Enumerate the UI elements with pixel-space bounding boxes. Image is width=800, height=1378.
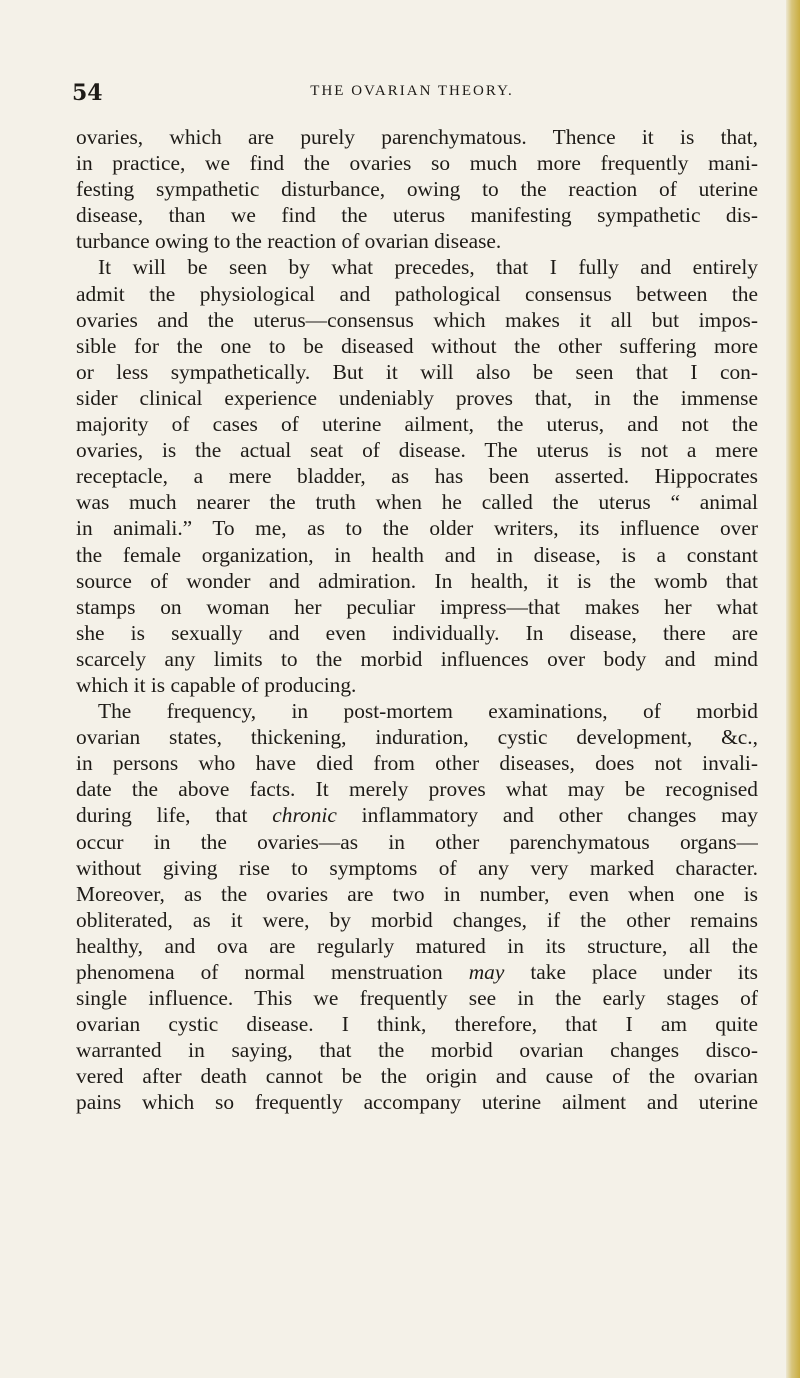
- text-line: or less sympathetically. But it will also be seen that I con-: [76, 359, 758, 384]
- text-line: ovaries, is the actual seat of disease. The uterus is not a mere: [76, 438, 758, 463]
- page-edge: [786, 0, 800, 1378]
- text-run: phenomena of normal menstruation: [76, 960, 469, 984]
- text-line: receptacle, a mere bladder, as has been asserted. Hippocrates: [76, 464, 758, 489]
- text-run: during life, that: [76, 803, 273, 828]
- text-line: turbance owing to the reaction of ovarian disease.: [76, 229, 502, 254]
- text-line: sible for the one to be diseased without the other suffering more: [76, 333, 758, 358]
- text-line: healthy, and ova are regularly matured in its structure, all the: [76, 933, 758, 958]
- text-line: festing sympathetic disturbance, owing to the reaction of uterine: [76, 177, 758, 202]
- text-line: source of wonder and admiration. In health, it is the womb that: [76, 568, 758, 593]
- text-line: obliterated, as it were, by morbid changes, if the other remains: [76, 907, 758, 932]
- text-line: majority of cases of uterine ailment, the uterus, and not the: [76, 412, 758, 437]
- text-line: [76, 959, 758, 985]
- text-line: scarcely any limits to the morbid influences over body and mind: [76, 646, 758, 671]
- text-line: ovaries, which are purely parenchymatous. Thence it is that,: [76, 125, 758, 149]
- text-line: the female organization, in health and in disease, is a constant: [76, 542, 758, 567]
- text-line: Moreover, as the ovaries are two in number, even when one is: [76, 881, 758, 906]
- italic-emphasis: chronic: [272, 803, 337, 828]
- body-text: [76, 124, 758, 1116]
- running-header: [72, 80, 752, 112]
- text-line: date the above facts. It merely proves what may be recognised: [76, 777, 758, 802]
- text-line: It will be seen by what precedes, that I fully and entirely: [98, 255, 758, 280]
- text-line: vered after death cannot be the origin and cause of the ovarian: [76, 1064, 758, 1089]
- text-line: occur in the ovaries—as in other parenchymatous organs—: [76, 829, 758, 854]
- text-run: inflammatory and other changes may: [336, 803, 758, 828]
- text-line: in animali.” To me, as to the older writers, its influence over: [76, 516, 758, 541]
- text-line: ovaries and the uterus—consensus which makes it all but impos-: [76, 307, 758, 332]
- text-line: single influence. This we frequently see in the early stages of: [76, 986, 758, 1011]
- text-line: disease, than we find the uterus manifesting sympathetic dis-: [76, 203, 758, 228]
- text-line: was much nearer the truth when he called the uterus “ animal: [76, 490, 758, 515]
- text-line: sider clinical experience undeniably proves that, in the immense: [76, 385, 758, 410]
- text-line: ovarian states, thickening, induration, cystic development, &c.,: [76, 725, 758, 750]
- text-line: [76, 802, 758, 828]
- page-number: 54: [72, 80, 103, 106]
- text-line: pains which so frequently accompany uterine ailment and uterine: [76, 1090, 758, 1115]
- text-run: take place under its: [504, 960, 758, 984]
- running-title: THE OVARIAN THEORY.: [310, 83, 514, 99]
- text-line: admit the physiological and pathological consensus between the: [76, 281, 758, 306]
- text-line: which it is capable of producing.: [76, 672, 357, 697]
- text-line: ovarian cystic disease. I think, therefore, that I am quite: [76, 1012, 758, 1037]
- text-line: in persons who have died from other diseases, does not invali-: [76, 751, 758, 776]
- text-line: stamps on woman her peculiar impress—that makes her what: [76, 594, 758, 619]
- text-line: she is sexually and even individually. In disease, there are: [76, 620, 758, 645]
- italic-emphasis: may: [468, 960, 505, 984]
- text-line: The frequency, in post-mortem examinations, of morbid: [98, 699, 758, 724]
- text-line: warranted in saying, that the morbid ovarian changes disco-: [76, 1038, 758, 1063]
- text-line: in practice, we find the ovaries so much more frequently mani-: [76, 151, 758, 176]
- text-line: without giving rise to symptoms of any very marked character.: [76, 855, 758, 880]
